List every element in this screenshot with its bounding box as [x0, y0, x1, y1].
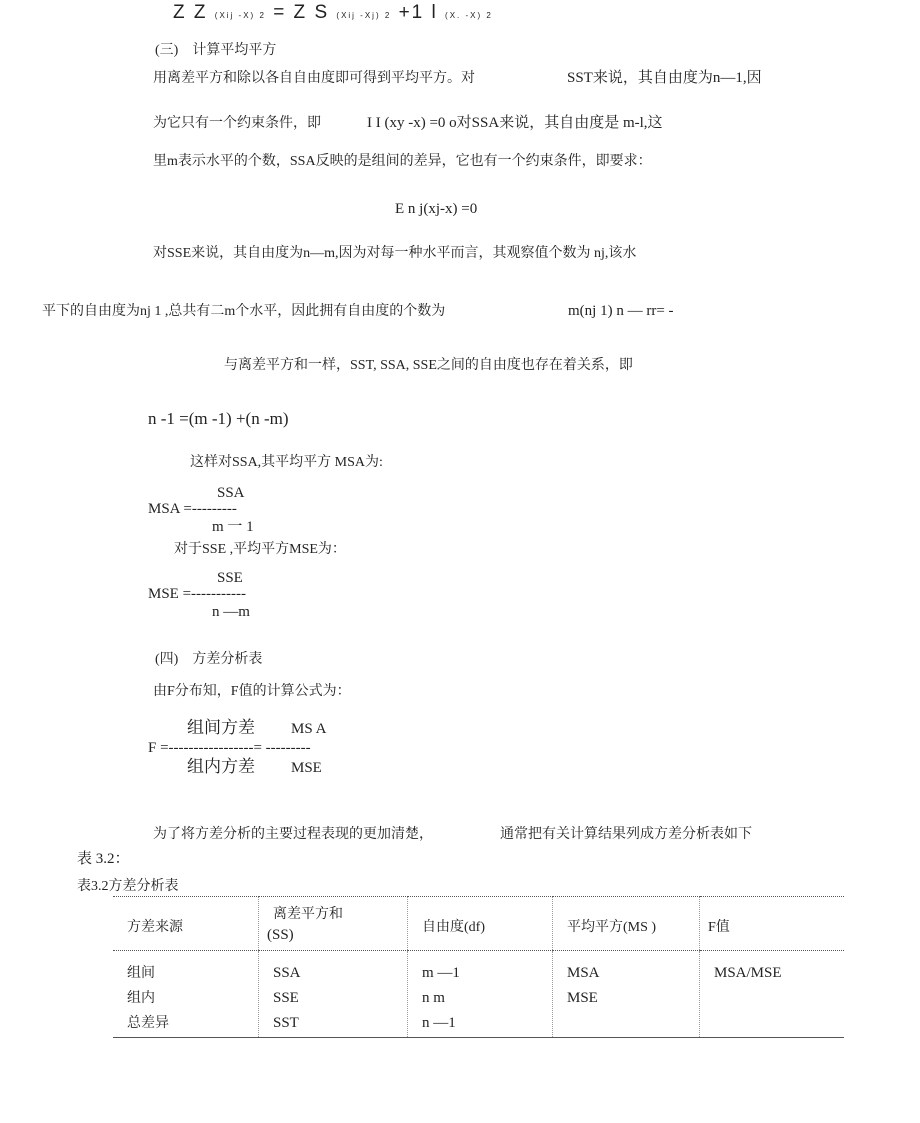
msa-denominator: m 一 1 — [212, 519, 254, 535]
table-row — [113, 951, 844, 1038]
paragraph-line: 平下的自由度为nj 1 ,总共有二m个水平，因此拥有自由度的个数为 — [42, 304, 446, 319]
table-cell-ss: SSA SSE SST — [259, 951, 408, 1038]
paragraph-line: 为了将方差分析的主要过程表现的更加清楚， — [153, 827, 433, 842]
table-cell-df: m —1 n m n —1 — [408, 951, 553, 1038]
f-denominator-symbol: MSE — [291, 760, 322, 776]
table-header-cell: 自由度(df) — [408, 897, 553, 951]
table-header-cell: 方差来源 — [113, 897, 259, 951]
table-header-cell: 平均平方(MS ) — [553, 897, 700, 951]
table-header-cell: F值 — [700, 897, 845, 951]
mse-formula: MSE =----------- — [148, 586, 246, 602]
msa-numerator: SSA — [217, 485, 245, 501]
table-cell-ms: MSA MSE — [553, 951, 700, 1038]
paragraph-line: 表 3.2： — [77, 851, 130, 867]
table-cell-f: MSA/MSE — [700, 951, 845, 1038]
paragraph-line: 对于SSE ,平均平方MSE为： — [174, 542, 346, 557]
section-4-heading: (四) 方差分析表 — [155, 652, 263, 667]
paragraph-line: 由F分布知，F值的计算公式为： — [153, 684, 351, 699]
f-numerator-symbol: MS A — [291, 721, 327, 737]
paragraph-line: 为它只有一个约束条件，即 — [153, 116, 321, 131]
section-3-heading: (三) 计算平均平方 — [155, 43, 277, 58]
paragraph-line: SST来说，其自由度为n—1,因 — [567, 70, 762, 86]
paragraph-line: 里m表示水平的个数，SSA反映的是组间的差异，它也有一个约束条件，即要求： — [153, 154, 652, 169]
paragraph-line: 用离差平方和除以各自自由度即可得到平均平方。对 — [153, 71, 475, 86]
mse-numerator: SSE — [217, 570, 243, 586]
equation: n -1 =(m -1) +(n -m) — [148, 409, 289, 428]
f-numerator-text: 组间方差 — [187, 718, 255, 737]
formula-top: Z Z (Xij -X) 2 = Z S (Xij -Xj) 2 +1 l (X. -X) 2 — [173, 2, 493, 23]
equation: E n j(xj-x) =0 — [395, 201, 478, 217]
f-formula: F =-----------------= --------- — [148, 740, 311, 756]
paragraph-line: 对SSE来说，其自由度为n—m,因为对每一种水平而言，其观察值个数为 nj,该水 — [153, 246, 637, 261]
paragraph-line: I I (xy -x) =0 o对SSA来说，其自由度是 m-l,这 — [367, 115, 663, 131]
table-header-row — [113, 897, 844, 951]
paragraph-line: 通常把有关计算结果列成方差分析表如下 — [500, 827, 752, 842]
f-denominator-text: 组内方差 — [187, 757, 255, 776]
msa-formula: MSA =--------- — [148, 501, 237, 517]
table-cell-sources: 组间 组内 总差异 — [113, 951, 259, 1038]
anova-table — [113, 896, 844, 1038]
paragraph-line: 与离差平方和一样，SST, SSA, SSE之间的自由度也存在着关系，即 — [224, 358, 633, 373]
table-header-cell: 离差平方和 (SS) — [259, 897, 408, 951]
equation: m(nj 1) n — rr= - — [568, 303, 674, 319]
paragraph-line: 这样对SSA,其平均平方 MSA为: — [190, 455, 383, 470]
mse-denominator: n —m — [212, 604, 250, 620]
table-caption: 表3.2方差分析表 — [77, 879, 179, 894]
